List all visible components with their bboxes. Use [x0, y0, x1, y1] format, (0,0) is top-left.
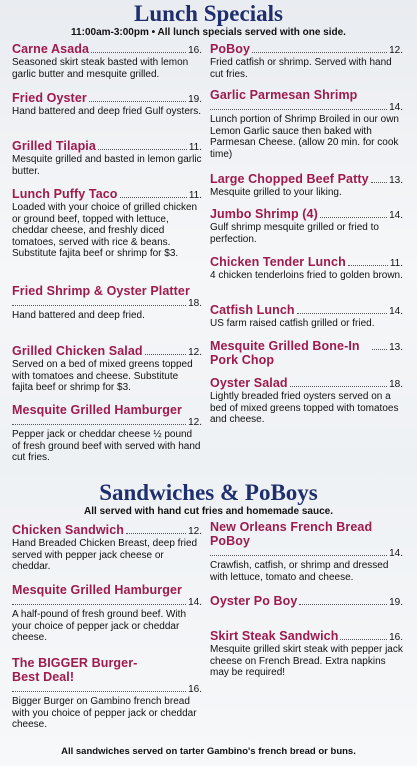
item-description: Mesquite grilled and basted in lemon garlic butter.: [12, 154, 202, 177]
lunch-specials-subtitle: 11:00am-3:00pm • All lunch specials served with one side.: [71, 27, 346, 38]
item-name: Mesquite Grilled Hamburger: [12, 403, 182, 417]
menu-item: [210, 376, 403, 426]
item-name: Jumbo Shrimp (4): [210, 207, 318, 221]
menu-item: [210, 255, 403, 282]
item-name: Large Chopped Beef Patty: [210, 172, 369, 186]
item-price: 11.: [188, 190, 202, 201]
item-name: Fried Shrimp & Oyster Platter: [12, 284, 190, 298]
menu-item: [210, 88, 403, 160]
item-price: 14.: [389, 548, 403, 559]
item-description: Hand Breaded Chicken Breast, deep fried served with pepper jack cheese or cheddar.: [12, 538, 198, 572]
item-description: US farm raised catfish grilled or fried.: [210, 318, 375, 329]
item-name: Oyster Salad: [210, 376, 288, 390]
item-description: Lightly breaded fried oysters served on a bed of mixed greens topped with tomatoes and cheese.: [210, 391, 399, 425]
item-price: 12.: [389, 45, 403, 56]
item-name: Chicken Tender Lunch: [210, 255, 346, 269]
item-description: Seasoned skirt steak basted with lemon garlic butter and mesquite grilled.: [12, 57, 189, 80]
item-description: Bigger Burger on Gambino french bread with you choice of pepper jack or cheddar cheese.: [12, 696, 197, 730]
item-price: 13.: [389, 175, 403, 186]
menu-item: [210, 520, 403, 583]
item-price: 14.: [389, 210, 403, 221]
item-name: Grilled Chicken Salad: [12, 344, 143, 358]
item-price: 16.: [389, 632, 403, 643]
item-price: 14.: [188, 597, 202, 608]
item-description: Fried catfish or shrimp. Served with hand cut fries.: [210, 57, 392, 80]
item-description: Pepper jack or cheddar cheese ½ pound of fresh ground beef with served with hand cut fries.: [12, 429, 201, 463]
item-description: Hand battered and deep fried.: [12, 310, 145, 321]
menu-item: [210, 207, 403, 245]
item-name: Skirt Steak Sandwich: [210, 629, 339, 643]
item-description: Mesquite grilled skirt steak with pepper jack cheese on French Bread. Extra napkins may be required!: [210, 644, 403, 678]
menu-item: [12, 42, 202, 80]
item-price: 14.: [389, 102, 403, 113]
item-description: 4 chicken tenderloins fried to golden brown.: [210, 270, 403, 281]
menu-item: [210, 629, 403, 679]
menu-item: [210, 42, 403, 80]
item-price: 16.: [188, 684, 202, 695]
item-description: Gulf shrimp mesquite grilled or fried to perfection.: [210, 222, 379, 245]
menu-item: [12, 583, 202, 644]
item-price: 14.: [389, 306, 403, 317]
item-price: 12.: [188, 526, 202, 537]
item-price: 11.: [188, 142, 202, 153]
item-name: Chicken Sandwich: [12, 523, 125, 537]
item-name: Fried Oyster: [12, 91, 87, 105]
item-name: Garlic Parmesan Shrimp: [210, 88, 358, 102]
item-price: 18.: [188, 298, 202, 309]
lunch-specials-title: Lunch Specials: [134, 1, 283, 26]
item-description: Hand battered and deep fried Gulf oysters.: [12, 106, 202, 117]
item-name: Oyster Po Boy: [210, 594, 298, 608]
sandwiches-subtitle: All served with hand cut fries and homemade sauce.: [84, 506, 333, 517]
menu-item: [210, 303, 403, 330]
item-price: 18.: [389, 379, 403, 390]
item-name: PoBoy: [210, 42, 251, 56]
menu-item: [12, 656, 202, 731]
item-name: Lunch Puffy Taco: [12, 187, 118, 201]
item-description: A half-pound of fresh ground beef. With your choice of pepper jack or cheddar cheese.: [12, 609, 186, 643]
item-description: Loaded with your choice of grilled chicken or ground beef, topped with lettuce, cheddar cheese, and freshly diced tomatoes, served with rice & beans. Substitute fajita beef or shrimp for $3.: [12, 202, 198, 259]
item-price: 12.: [188, 417, 202, 428]
item-name: Carne Asada: [12, 42, 90, 56]
menu-item: [210, 594, 403, 609]
item-price: 16.: [188, 45, 202, 56]
menu-item: [12, 344, 202, 394]
item-price: 19.: [389, 597, 403, 608]
item-name: Grilled Tilapia: [12, 139, 96, 153]
item-price: 13.: [389, 342, 403, 353]
item-description: Crawfish, catfish, or shrimp and dressed with lettuce, tomato and cheese.: [210, 560, 389, 583]
item-price: 19.: [188, 94, 202, 105]
item-name: Mesquite Grilled Bone-In Pork Chop: [210, 339, 360, 367]
menu-item: [12, 91, 202, 118]
item-name: Mesquite Grilled Hamburger: [12, 583, 182, 597]
item-description: Lunch portion of Shrimp Broiled in our own Lemon Garlic sauce then baked with Parmesan Cheese. (allow 20 min. for cook time): [210, 114, 399, 160]
menu-item: [12, 139, 202, 177]
sandwiches-title: Sandwiches & PoBoys: [99, 480, 318, 505]
item-price: 12.: [188, 347, 202, 358]
menu-item: [12, 284, 202, 322]
sandwiches-footer-note: All sandwiches served on tarter Gambino's french bread or buns.: [61, 746, 356, 757]
menu-item: [12, 403, 202, 464]
menu-item: [12, 187, 202, 260]
item-name: New Orleans French Bread PoBoy: [210, 520, 373, 548]
item-name: Catfish Lunch: [210, 303, 295, 317]
menu-item: [210, 172, 403, 199]
item-name: The BIGGER Burger- Best Deal!: [12, 656, 138, 684]
menu-item: [210, 339, 403, 367]
item-description: Mesquite grilled to your liking.: [210, 187, 342, 198]
item-description: Served on a bed of mixed greens topped with tomatoes and cheese. Substitute fajita beef or shrimp for $3.: [12, 359, 193, 393]
menu-item: [12, 523, 202, 573]
item-price: 11.: [389, 258, 403, 269]
